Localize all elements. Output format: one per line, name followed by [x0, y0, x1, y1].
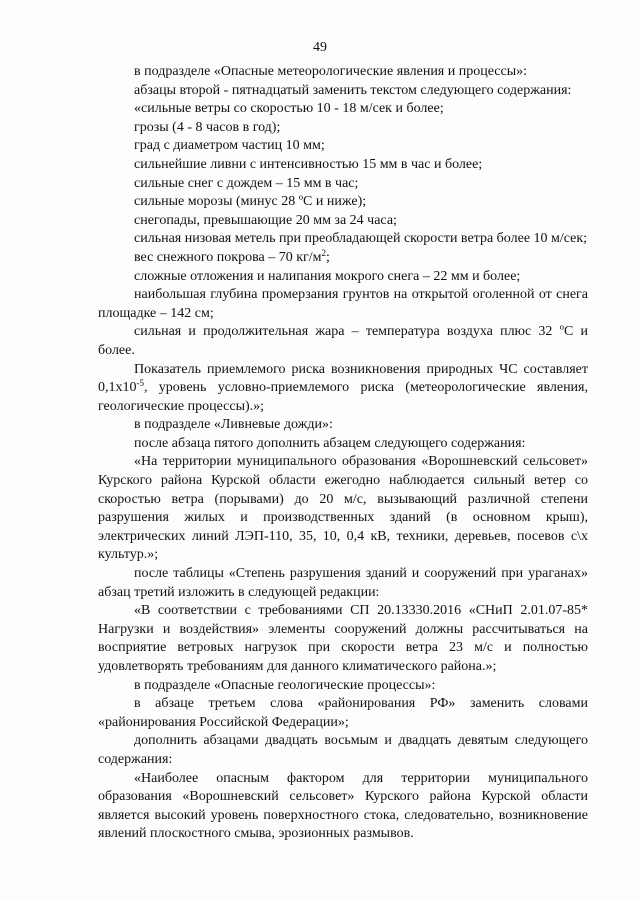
paragraph: снегопады, превышающие 20 мм за 24 часа; [134, 212, 397, 228]
paragraph: «На территории муниципального образования «Ворошневский сельсовет» Курского района Курской области ежегодно наблюдается сильный ветер со скоростью ветра (порывами) до 20 м/с, вызывающий различной степени разрушения жилых и производственных зданий (в основном крыш), электрических линий ЛЭП-110, 35, 10, 0,4 кВ, техники, деревьев, посевов с\х культур.»; [98, 454, 588, 563]
paragraph: сильные снег с дождем – 15 мм в час; [134, 175, 359, 191]
paragraph-with-superscript [98, 361, 588, 417]
paragraph: дополнить абзацами двадцать восьмым и двадцать девятым следующего содержания: [98, 733, 588, 767]
paragraph: наибольшая глубина промерзания грунтов на открытой оголенной от снега площадке – 142 см; [98, 287, 588, 321]
paragraph: в абзаце третьем слова «районирования РФ» заменить словами «районирования Российской Федерации»; [98, 696, 588, 730]
paragraph: сильные морозы (минус 28 ºС и ниже); [134, 194, 367, 210]
paragraph: абзацы второй - пятнадцатый заменить текстом следующего содержания: [134, 82, 572, 98]
page-number: 49 [313, 40, 327, 55]
paragraph: сильная и продолжительная жара – температура воздуха плюс 32 ºС и более. [98, 324, 588, 358]
paragraph: град с диаметром частиц 10 мм; [134, 138, 325, 154]
paragraph: сложные отложения и налипания мокрого снега – 22 мм и более; [134, 268, 521, 284]
paragraph: сильнейшие ливни с интенсивностью 15 мм в час и более; [134, 156, 483, 172]
paragraph: в подразделе «Опасные метеорологические явления и процессы»: [134, 64, 528, 79]
paragraph-with-superscript [98, 249, 588, 268]
paragraph: в подразделе «Опасные геологические процессы»: [134, 677, 436, 693]
paragraph: сильная низовая метель при преобладающей скорости ветра более 10 м/сек; [134, 231, 588, 247]
paragraph: в подразделе «Ливневые дожди»: [134, 417, 333, 433]
document-body [98, 63, 588, 844]
paragraph-text: вес снежного покрова – 70 кг/м [134, 249, 322, 265]
paragraph: «В соответствии с требованиями СП 20.13330.2016 «СНиП 2.01.07-85* Нагрузки и воздействия» элементы сооружений должны рассчитываться на восприятие ветровых нагрузок при скорости ветра 23 м/с и полностью удовлетворять требованиям для данного климатического района.»; [98, 603, 588, 674]
paragraph: «Наиболее опасным фактором для территории муниципального образования «Ворошневский сельсовет» Курского района Курской области является высокий уровень поверхностного стока, следовательно, возникновение явлений плоскостного смыва, эрозионных размывов. [98, 770, 588, 842]
paragraph-text: Показатель приемлемого риска возникновения природных ЧС составляет 0,1х10 [98, 361, 588, 396]
superscript: -5 [136, 378, 144, 389]
paragraph: грозы (4 - 8 часов в год); [134, 119, 281, 135]
paragraph-text: ; [326, 249, 330, 265]
paragraph: после таблицы «Степень разрушения зданий и сооружений при ураганах» абзац третий изложить в следующей редакции: [98, 566, 588, 600]
superscript: 2 [321, 247, 327, 258]
paragraph: «сильные ветры со скоростью 10 - 18 м/сек и более; [134, 101, 444, 117]
paragraph-text: , уровень условно-приемлемого риска (метеорологические явления, геологические процессы).»; [98, 380, 588, 414]
paragraph: после абзаца пятого дополнить абзацем следующего содержания: [134, 435, 526, 451]
